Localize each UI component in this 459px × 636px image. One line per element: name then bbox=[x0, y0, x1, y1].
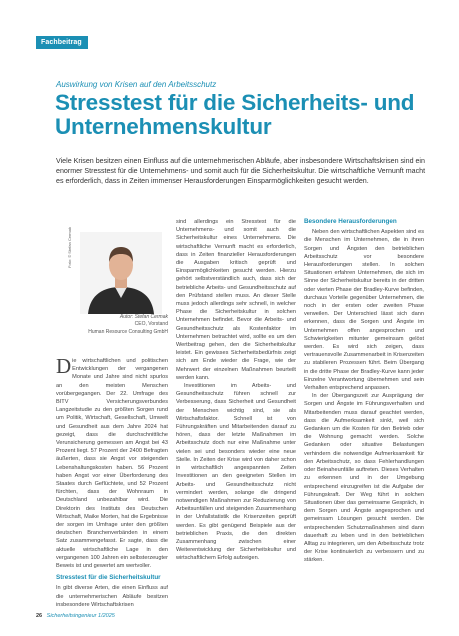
column-3-paragraph-2: In der Übergangszeit zur Ausprägung der Sorgen und Ängste im Führungsverhalten und Mitarbeitenden muss darauf geachtet werden, dass die Aufmerksamkeit sinkt, weil sich Gedanken um die Kosten für den Betrieb oder die Wohnung gemacht werden. Solche Gedanken oder situative Belastungen verhindern die notwendige Aufmerksamkeit für den Arbeitsschutz, so dass Fehlerhandlungen oder Beinaheunfälle auftreten. Dieses Verhalten zu erkennen und in der Umgebung entsprechend einzugreifen ist die Aufgabe der Führungskraft. Der Weg führt in solchen Situationen über das gemeinsame Gespräch, in dem Sorgen und Ängste angesprochen und gemeinsam Lösungen gesucht werden. Die entsprechenden Schutzmaßnahmen sind dann dauerhaft zu leben und in den betrieblichen Alltag zu integrieren, um den Arbeitsschutz trotz der Krise kontinuierlich zu verbessern und zu stärken. bbox=[304, 393, 424, 564]
column-2-paragraph-2: Investitionen im Arbeits- und Gesundheitsschutz führen schnell zur Verbesserung, dass Sicherheit und Gesundheit der Menschen wichtig sind, sie als Wirtschaftsfaktor. Schnell ist von Führungskräften und Mitarbeitenden darauf zu hören, dass der letzte Maßnahmen im Arbeitsschutz doch nur eine Maßnahme unter vielen sei und besonders wieder eine neue Stelle. In Zeiten der Krise wird von daher schon in wirtschaftlich angespannten Zeiten Investitionen an den geeigneten Stellen im Arbeits- und Gesundheitsschutz nicht vermindert werden, solange die dringend notwendigen Maßnahmen zur Reduzierung von Arbeitsunfällen und steigenden Zusammenhang in der Unfallstatistik die Krisenzeiten geprüft werden. Es gibt genügend Beispiele aus der betrieblichen Praxis, die den direkten Zusammenhang zwischen einer Weiterentwicklung der Sicherheitskultur und wirtschaftlichem Erfolg aufzeigen. bbox=[176, 383, 296, 562]
section-tag: Fachbeitrag bbox=[36, 36, 88, 49]
article-kicker: Auswirkung von Krisen auf den Arbeitsschutz bbox=[56, 80, 217, 89]
page-number: 26 bbox=[36, 613, 43, 619]
column-1-paragraph-2: In gibt diverse Arten, die einen Einfluss auf die unternehmerischen Abläufe besitzen insbesondere Wirtschaftskrisen bbox=[56, 585, 168, 608]
author-name: Autor: Stefan Cermak bbox=[119, 314, 168, 320]
page-footer bbox=[36, 613, 115, 619]
column-2 bbox=[176, 218, 296, 563]
author-photo bbox=[80, 232, 162, 314]
drop-cap: D bbox=[56, 357, 72, 378]
article-lead: Viele Krisen besitzen einen Einfluss auf die unternehmerischen Abläufe, aber insbesondere Wirtschaftskrisen sind ein enormer Stresstest für die Unternehmens- und somit auch für die Sicherheitskultur. Die wirtschaftliche Vernunft macht es erforderlich, dass in Zeiten immenser Herausforderungen Einsparmöglichkeiten gesucht werden. bbox=[56, 157, 426, 185]
column-1-paragraph-1 bbox=[56, 357, 168, 570]
author-role: CEO, Vorstand bbox=[134, 321, 168, 328]
column-2-paragraph-1: sind allerdings ein Stresstest für die Unternehmens- und somit auch die Sicherheitskultur eines Unternehmens. Die wirtschaftliche Vernunft macht es erforderlich, dass in Zeiten finanzieller Herausforderungen die Ausgaben kritisch geprüft und Einsparmöglichkeiten gesucht werden. Hierzu gehört selbstverständlich auch, dass sich der betriebliche Arbeits- und Gesundheitsschutz auf den Prüfstand stellen muss. An dieser Stelle muss jedoch allerdings sehr schnell, in welcher Phase die Sicherheitskultur in solchen Unternehmen befindet. Bevor die Arbeits- und Gesundheitsschutz als Kostenfaktor im Unternehmen betrachtet wird, sollte es um den Wertbeitrag gehen, den die Sicherheitskultur leistet. Ein gewisses Sicherheitsbedürfnis zeigt sich am Ende wieder die Frage, wie der Mehrwert der einzelnen Maßnahmen beurteilt werden kann. bbox=[176, 219, 296, 381]
photo-credit: Foto: © Stefan Cermak bbox=[67, 227, 72, 268]
subheading-stresstest: Stresstest für die Sicherheitskultur bbox=[56, 574, 161, 582]
article-headline: Stresstest für die Sicherheits- und Unternehmenskultur bbox=[55, 90, 415, 139]
column-1 bbox=[56, 357, 168, 608]
column-3 bbox=[304, 218, 424, 565]
author-portrait-image bbox=[80, 232, 162, 314]
column-3-paragraph-1: Neben den wirtschaftlichen Aspekten sind es die Menschen im Unternehmen, die in ihren Sorgen und Ängsten den betrieblichen Arbeitsschutz vor besondere Herausforderungen stellen. In solchen Situationen erfahren Unternehmen, die sich im Sinne der Sicherheitskultur bereits in der dritten oder vierten Phase der Bradley-Kurve befinden, durchaus Vorteile gegenüber Unternehmen, die noch in der ersten oder zweiten Phase verweilen. Der Unterschied lässt sich dann erkennen, dass die Sorgen und Ängste im Unternehmen offen angesprochen und Schwierigkeiten mitunter gemeinsam gelöst werden. Es wird sich zeigen, dass vertrauensvolle Zusammenarbeit in Krisenzeiten zu stabileren Prozessen führt. Beim Übergang in die dritte Phase der Bradley-Kurve kann jeder Einzelne Verantwortung übernehmen und sein Verhalten entsprechend anpassen. bbox=[304, 229, 424, 392]
author-caption bbox=[86, 314, 168, 336]
column-1-text: ie wirtschaftlichen und politischen Entwicklungen der vergangenen Monate und Jahre sind nicht spurlos an den meisten Menschen vorübergegangen. Der 22. Umfrage des BITV Versicherungsverbundes Langzeitstudie zu den größten Sorgen rund um Politik, Wirtschaft, Gesellschaft, Umwelt und Gesundheit aus dem Jahre 2024 hat gezeigt, dass die durchschnittliche Verunsicherung gemessen am Angst bei 43 Prozent liegt. 57 Prozent der 2400 Befragten äußerten, dass sie Angst vor steigenden Lebenshaltungskosten haben. 56 Prozent haben Angst vor einer Überforderung des Staates durch Geflüchtete, und 52 Prozent fürchten, dass der Wohnraum in Deutschland unbezahlbar wird. Die Direktorin des Instituts des Deutschen Wirtschaft, Maike Morten, hat die Ergebnisse der sorgen im Umfrage unter den größten deutschen Branchenverbänden in einem Satz zusammengefasst. Er sagte, dass die aktuelle wirtschaftliche Lage in den vergangenen 100 Jahren ein selbsterzeugter Beweis ist und gewertet am wertvoller. bbox=[56, 358, 168, 570]
subheading-herausforderungen: Besondere Herausforderungen bbox=[304, 218, 397, 225]
author-company: Human Resource Consulting GmbH bbox=[88, 328, 168, 335]
magazine-name: Sicherheitsingenieur 1/2025 bbox=[46, 613, 115, 619]
